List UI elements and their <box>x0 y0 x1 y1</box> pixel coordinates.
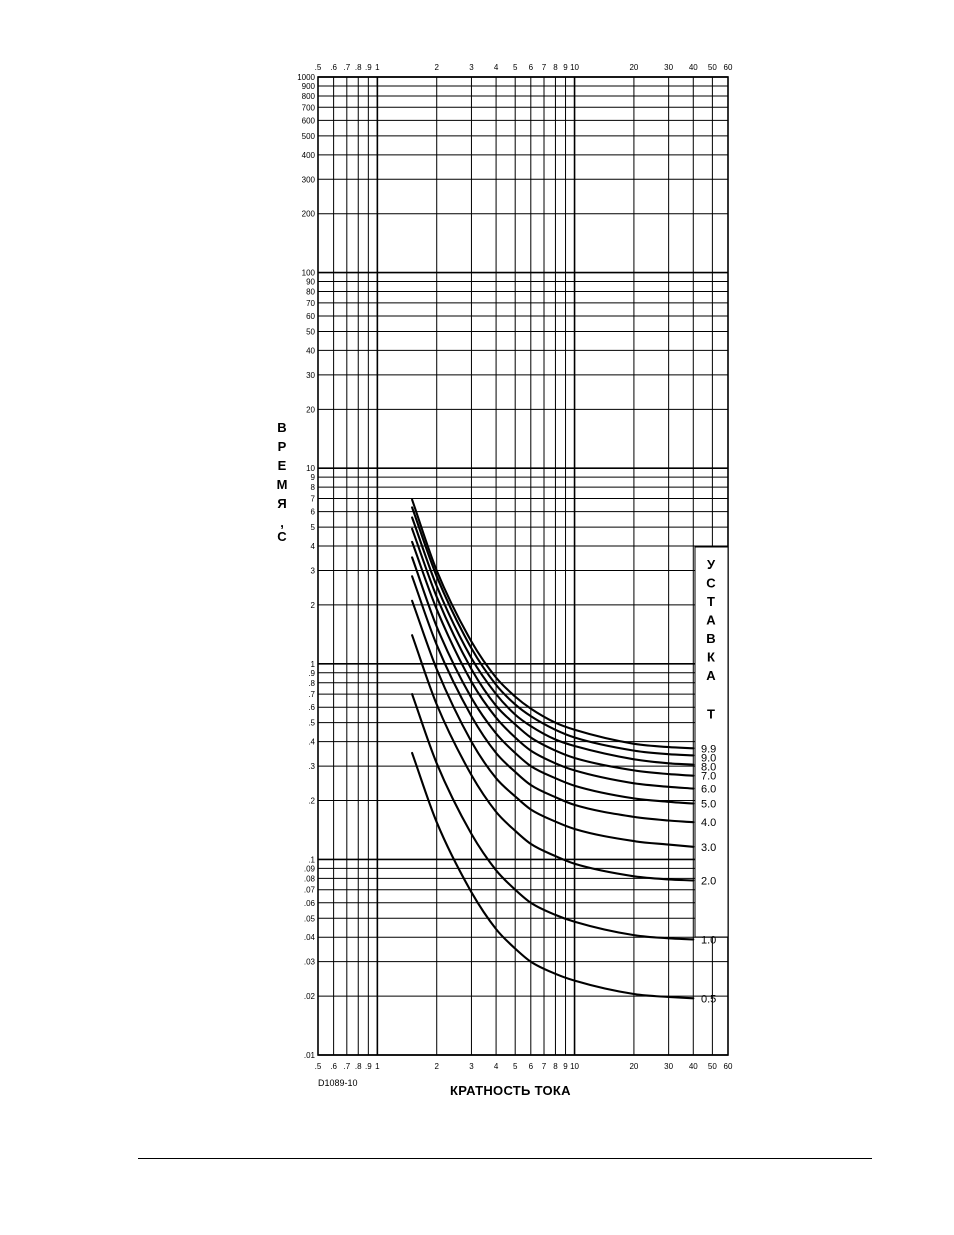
y-tick-label: 50 <box>306 327 315 337</box>
legend-entry-5-0: 5.0 <box>701 798 717 811</box>
x-tick-label-bottom: .7 <box>343 1062 351 1071</box>
y-tick-label: 700 <box>301 103 315 113</box>
y-tick-label: .01 <box>303 1051 315 1060</box>
y-label-letter: Е <box>277 458 287 473</box>
x-tick-label-bottom: .9 <box>365 1062 372 1071</box>
y-axis-label <box>277 420 288 544</box>
x-tick-label-bottom: 2 <box>434 1062 439 1071</box>
y-tick-label: 3 <box>310 566 315 576</box>
x-tick-label-bottom: 40 <box>688 1062 698 1071</box>
x-tick-label-bottom: 30 <box>664 1062 674 1071</box>
legend-title-letter: Т <box>707 706 715 722</box>
y-tick-label: 20 <box>306 405 315 415</box>
x-tick-label-top: 7 <box>541 63 547 72</box>
y-tick-label: 1 <box>310 659 315 669</box>
y-tick-label: .02 <box>303 992 315 1002</box>
y-label-letter: Я <box>277 496 287 511</box>
y-label-letter: С <box>277 529 287 544</box>
y-tick-label: 70 <box>306 298 315 308</box>
x-tick-label-top: .5 <box>314 63 322 72</box>
y-tick-label: .08 <box>303 874 315 884</box>
x-tick-label-bottom: 50 <box>707 1062 717 1071</box>
x-tick-label-top: 10 <box>570 63 580 72</box>
plot-frame <box>318 77 728 1055</box>
y-tick-label: 100 <box>301 268 315 278</box>
y-tick-label: .05 <box>303 914 315 924</box>
y-tick-label: 200 <box>301 209 315 219</box>
x-tick-label-bottom: 1 <box>375 1062 380 1071</box>
x-tick-label-bottom: 5 <box>512 1062 518 1071</box>
x-tick-label-bottom: 10 <box>570 1062 580 1071</box>
y-tick-label: 5 <box>310 523 315 533</box>
x-tick-label-top: 50 <box>707 63 717 72</box>
legend-title-letter: С <box>706 575 716 591</box>
y-tick-label: 7 <box>310 494 315 504</box>
x-tick-label-bottom: 8 <box>553 1062 558 1071</box>
y-tick-label: 9 <box>310 473 315 483</box>
legend-layer <box>695 547 728 1005</box>
y-tick-label: .8 <box>308 678 315 688</box>
y-tick-label: 10 <box>306 464 315 474</box>
x-tick-label-bottom: .6 <box>330 1062 337 1071</box>
y-label-letter: В <box>277 420 287 435</box>
y-tick-label: 2 <box>310 600 315 610</box>
x-tick-label-bottom: 4 <box>493 1062 499 1071</box>
legend-title-letter: А <box>706 612 716 628</box>
x-tick-label-bottom: 9 <box>563 1062 568 1071</box>
legend-title-letter: У <box>706 557 716 572</box>
footer-divider <box>138 1158 872 1159</box>
legend-entry-7-0: 7.0 <box>701 770 717 783</box>
y-tick-label: 90 <box>306 277 315 287</box>
legend-title-letter: А <box>706 668 716 683</box>
x-tick-label-top: 3 <box>469 63 474 72</box>
y-tick-label: 300 <box>301 175 315 185</box>
y-tick-label: 80 <box>306 287 315 297</box>
curve-t-5-0 <box>412 557 693 803</box>
x-tick-label-bottom: 60 <box>723 1062 733 1071</box>
y-tick-label: .07 <box>303 885 315 895</box>
x-tick-label-top: 5 <box>512 63 518 72</box>
y-tick-label: 1000 <box>297 73 315 82</box>
curve-t-9-0 <box>412 507 693 755</box>
y-tick-label: 800 <box>301 91 315 101</box>
legend-entry-0-5: 0.5 <box>701 993 717 1006</box>
y-tick-label: 400 <box>301 150 315 160</box>
x-tick-label-top: .8 <box>354 63 362 72</box>
x-tick-label-top: .6 <box>330 63 337 72</box>
y-tick-label: .4 <box>308 737 315 747</box>
y-tick-label: 60 <box>306 311 315 321</box>
y-tick-label: 4 <box>310 542 315 552</box>
x-tick-label-top: 30 <box>664 63 674 72</box>
legend-entry-4-0: 4.0 <box>701 817 717 830</box>
x-tick-label-top: .7 <box>343 63 351 72</box>
y-label-letter: М <box>276 477 288 492</box>
y-tick-label: .6 <box>308 703 315 713</box>
x-tick-label-bottom: .8 <box>354 1062 362 1071</box>
legend-entry-1-0: 1.0 <box>701 934 717 947</box>
legend-entry-2-0: 2.0 <box>701 875 717 888</box>
y-label-letter: Р <box>277 439 287 454</box>
x-tick-label-top: 20 <box>629 63 639 72</box>
x-tick-label-top: 4 <box>493 63 499 72</box>
x-tick-label-top: 9 <box>563 63 568 72</box>
y-tick-label: 30 <box>306 370 315 380</box>
y-tick-label: .7 <box>308 690 315 700</box>
x-axis-label: КРАТНОСТЬ ТОКА <box>450 1083 571 1098</box>
y-tick-label: 900 <box>301 81 315 91</box>
y-tick-label: .3 <box>308 762 315 772</box>
x-tick-label-top: 8 <box>553 63 558 72</box>
y-tick-label: 40 <box>306 346 315 356</box>
x-tick-label-bottom: 20 <box>629 1062 639 1071</box>
y-tick-label: .1 <box>308 855 315 865</box>
curve-layer <box>412 500 693 999</box>
legend-title-letter: В <box>706 631 716 646</box>
y-tick-label: 500 <box>301 131 315 141</box>
y-tick-label: 600 <box>301 116 315 126</box>
y-tick-label: .9 <box>308 668 315 678</box>
x-tick-label-top: 1 <box>375 63 380 72</box>
x-tick-label-bottom: .5 <box>314 1062 322 1071</box>
legend-entry-9-9: 9.9 <box>701 743 717 756</box>
x-tick-label-top: 2 <box>434 63 439 72</box>
y-tick-label: 6 <box>310 507 315 517</box>
y-tick-label: .09 <box>303 864 315 874</box>
y-tick-label: .03 <box>303 957 315 967</box>
legend-entry-8-0: 8.0 <box>701 761 717 774</box>
y-tick-label: 8 <box>310 483 315 493</box>
legend-entry-9-0: 9.0 <box>701 752 717 765</box>
y-tick-label: .06 <box>303 898 315 908</box>
legend-entry-3-0: 3.0 <box>701 841 717 854</box>
x-tick-label-bottom: 6 <box>528 1062 534 1071</box>
figure-code: D1089-10 <box>318 1078 358 1088</box>
y-tick-label: .2 <box>308 796 315 806</box>
y-label-letter: , <box>280 515 284 530</box>
legend-title-letter: К <box>707 649 715 665</box>
x-tick-label-top: 60 <box>723 63 733 72</box>
x-tick-label-bottom: 3 <box>469 1062 474 1071</box>
y-tick-label: .04 <box>303 933 315 943</box>
x-tick-label-top: .9 <box>365 63 372 72</box>
x-tick-label-top: 6 <box>528 63 534 72</box>
legend-title-letter: Т <box>707 594 715 609</box>
y-tick-label: .5 <box>308 718 315 728</box>
x-tick-label-top: 40 <box>688 63 698 72</box>
grid-layer <box>318 77 728 1055</box>
x-tick-label-bottom: 7 <box>541 1062 547 1071</box>
legend-entry-6-0: 6.0 <box>701 783 717 796</box>
